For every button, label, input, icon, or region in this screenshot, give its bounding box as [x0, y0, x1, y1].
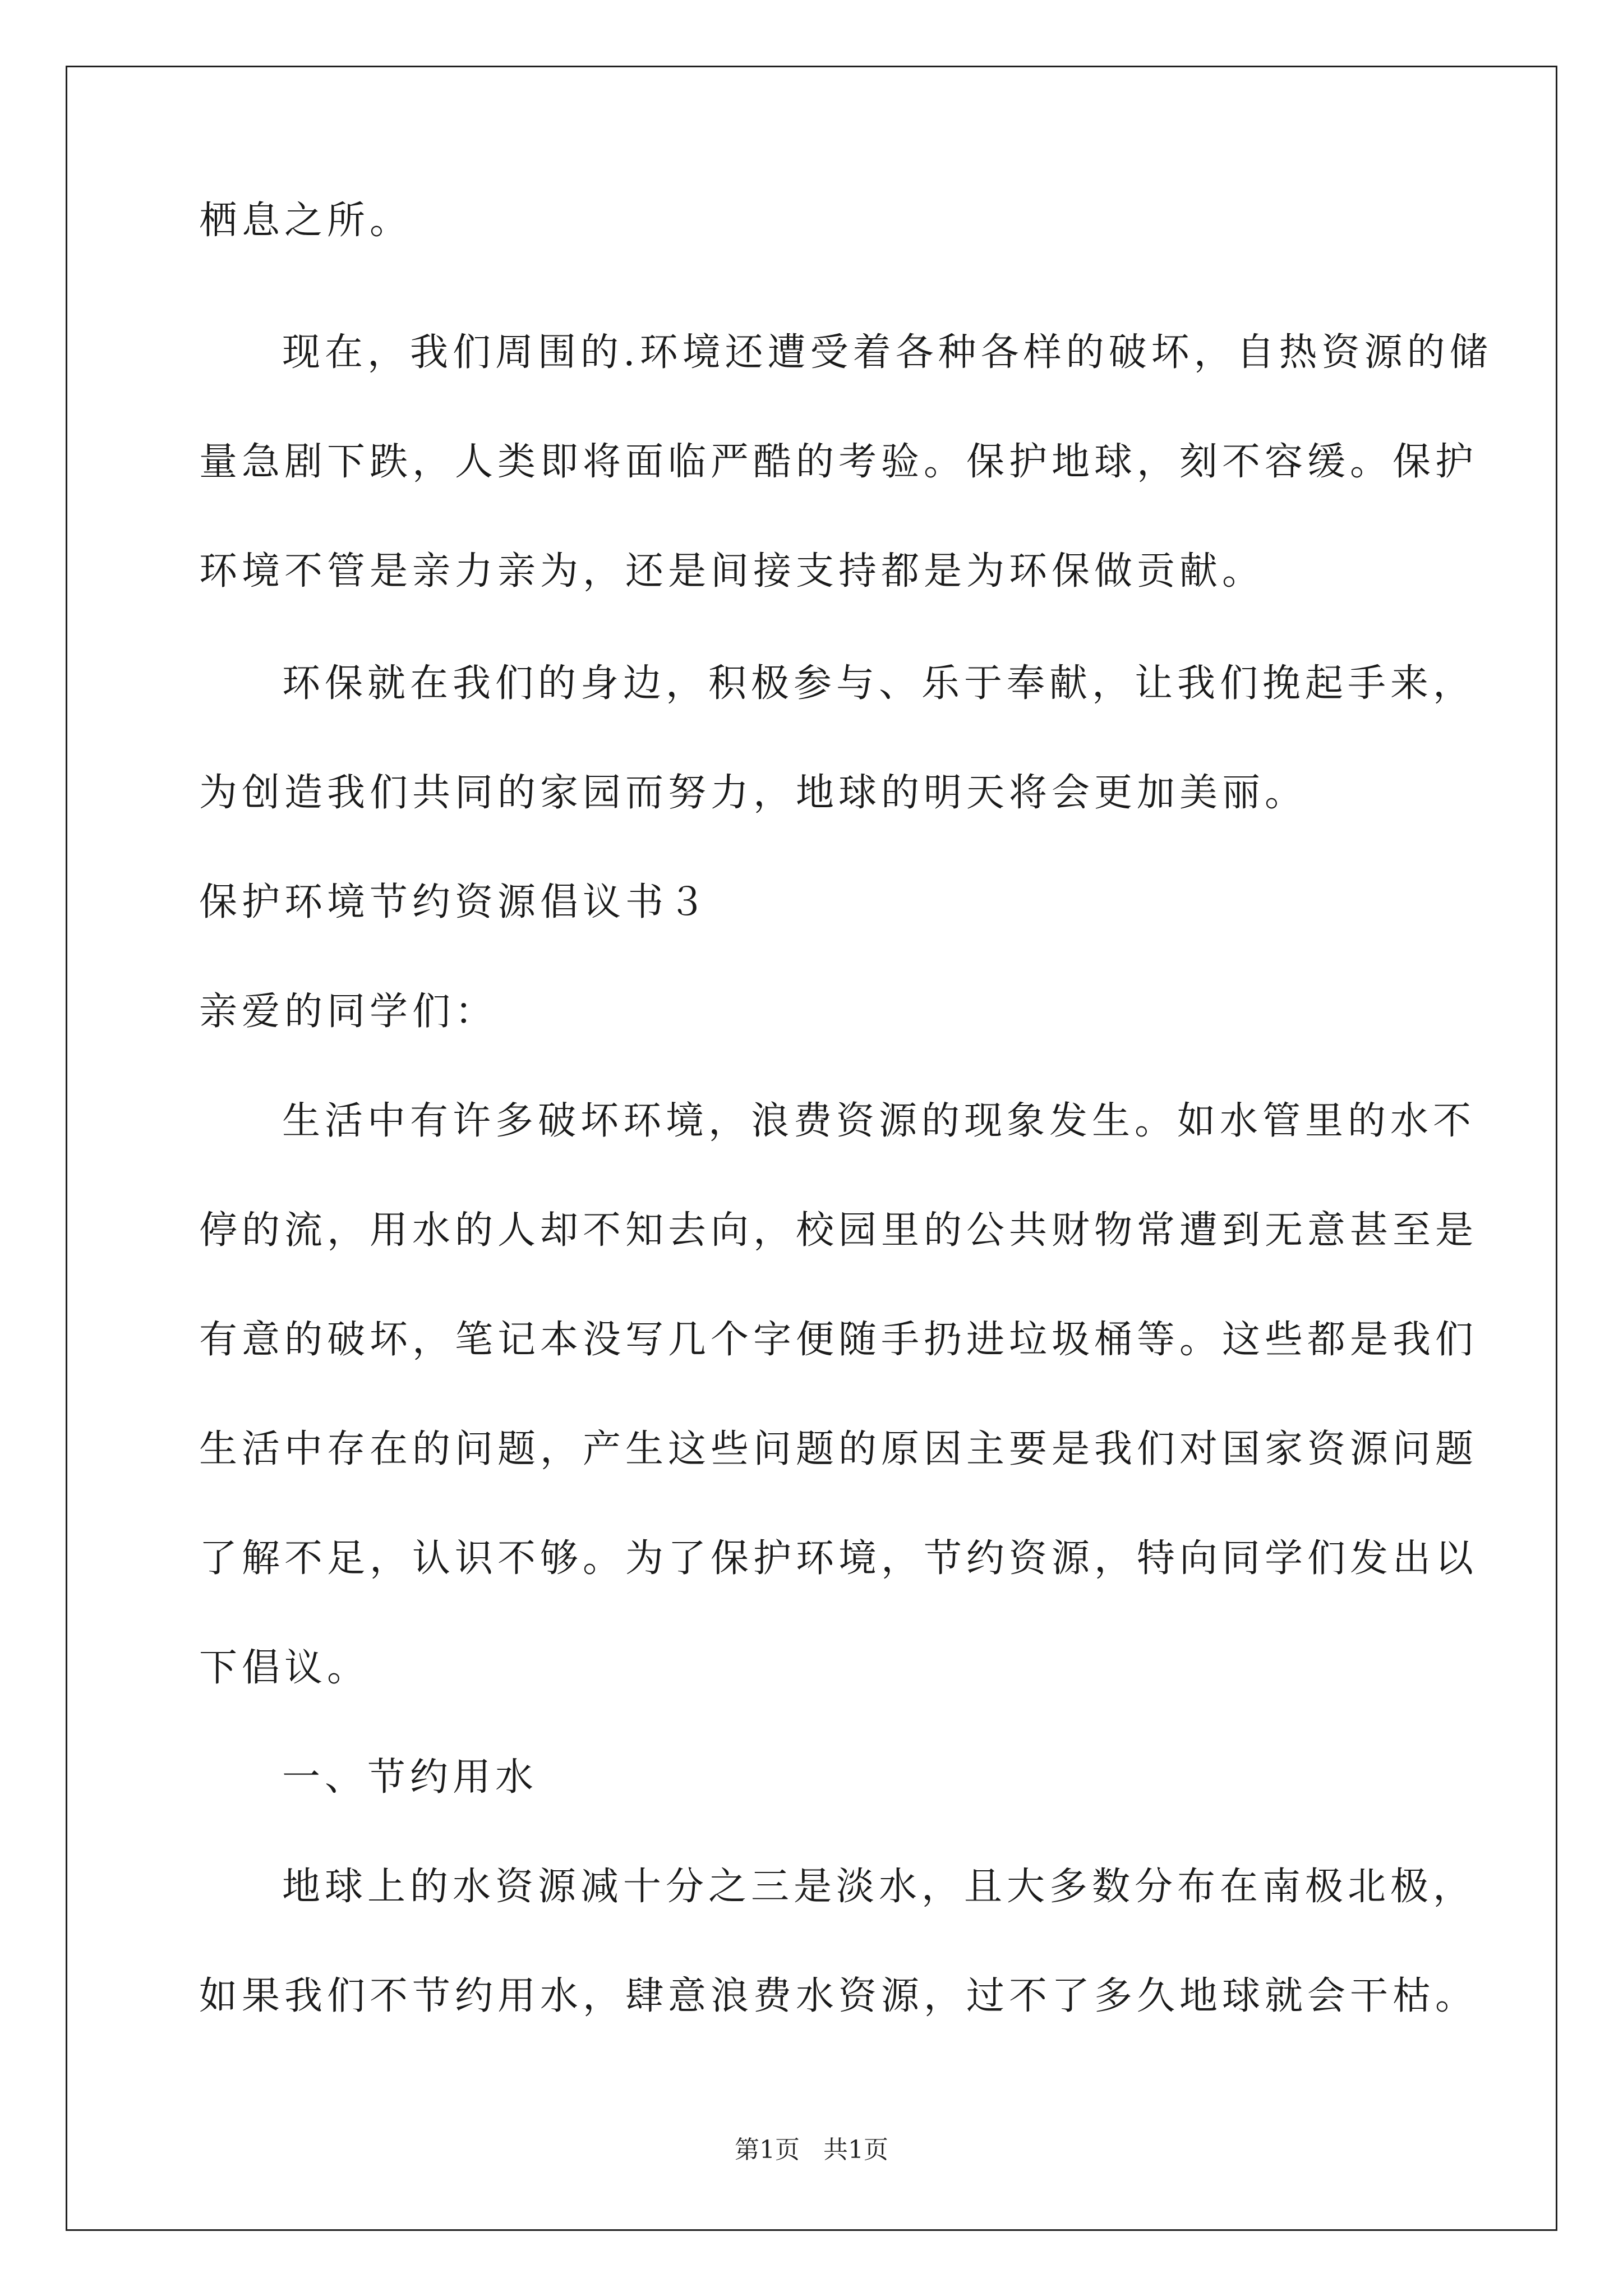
- section-heading: 保护环境节约资源倡议书３: [199, 880, 711, 924]
- text-line: 地球上的水资源减十分之三是淡水，且大多数分布在南极北极，: [282, 1865, 1476, 1909]
- text-line: 栖息之所。: [199, 199, 413, 243]
- page-footer: [0, 2129, 1623, 2165]
- text-line: 环保就在我们的身边，积极参与、乐于奉献，让我们挽起手来，: [282, 661, 1476, 706]
- page-number: 第1页: [735, 2136, 800, 2164]
- subheading: 一、节约用水: [282, 1755, 538, 1800]
- text-line: 量急剧下跌，人类即将面临严酷的考验。保护地球，刻不容缓。保护: [199, 440, 1478, 484]
- text-line: 生活中存在的问题，产生这些问题的原因主要是我们对国家资源问题: [199, 1427, 1478, 1471]
- text-line: 为创造我们共同的家园而努力，地球的明天将会更加美丽。: [199, 771, 1308, 815]
- text-line: 环境不管是亲力亲为，还是间接支持都是为环保做贡献。: [199, 549, 1265, 593]
- text-line: 了解不足，认识不够。为了保护环境，节约资源，特向同学们发出以: [199, 1536, 1478, 1581]
- text-line: 有意的破坏，笔记本没写几个字便随手扔进垃圾桶等。这些都是我们: [199, 1318, 1478, 1362]
- salutation: 亲爱的同学们：: [199, 990, 498, 1034]
- page-total: 共1页: [823, 2136, 888, 2164]
- text-line: 现在，我们周围的.环境还遭受着各种各样的破坏，自热资源的储: [282, 330, 1492, 375]
- text-line: 下倡议。: [199, 1646, 370, 1690]
- text-line: 停的流，用水的人却不知去向，校园里的公共财物常遭到无意甚至是: [199, 1208, 1478, 1253]
- text-line: 生活中有许多破坏环境，浪费资源的现象发生。如水管里的水不: [282, 1099, 1476, 1143]
- text-line: 如果我们不节约用水，肆意浪费水资源，过不了多久地球就会干枯。: [199, 1974, 1478, 2018]
